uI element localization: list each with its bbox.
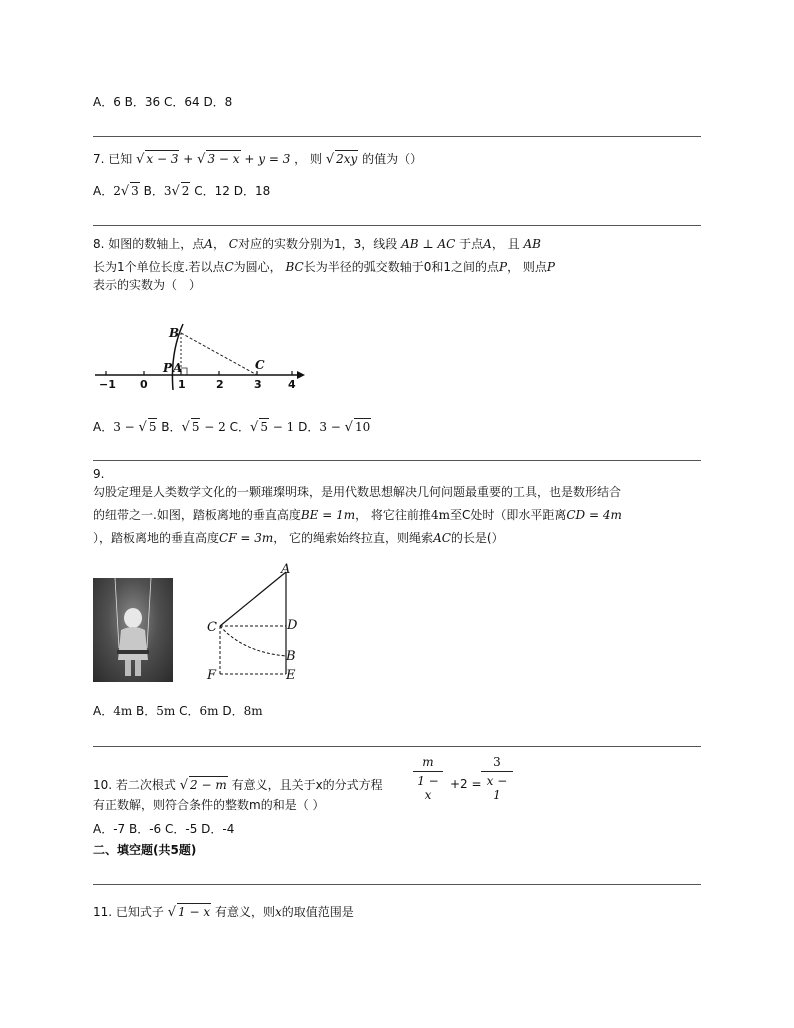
q8-text: 8. 如图的数轴上，点 [93, 237, 205, 251]
q9-line1: 勾股定理是人类数学文化的一颗璀璨明珠，是用代数思想解决几何问题最重要的工具，也是数形结合 [93, 485, 622, 499]
q9-line2 [93, 507, 622, 523]
q11-line [93, 903, 354, 921]
option-value: 8m [243, 704, 263, 718]
q8-text: 长为1个单位长度.若以点 [93, 260, 225, 274]
q8-text: 长为半径的弧交数轴于0和1之间的点 [303, 260, 499, 274]
sqrt-sign: √ [325, 152, 335, 167]
q9-ac: AC [433, 531, 451, 545]
option-label: D． [218, 704, 244, 718]
q8-point-p: P [546, 260, 555, 274]
label-d: D [287, 618, 298, 633]
q8-line3: 表示的实数为（ ） [93, 278, 202, 292]
option-value: 3 − [113, 420, 139, 434]
option-radicand: 5 [260, 420, 268, 434]
divider [93, 136, 701, 137]
q7-options [93, 182, 270, 200]
label-f: F [207, 668, 217, 683]
sqrt-sign: √ [171, 184, 180, 199]
sqrt-sign: √ [344, 420, 353, 435]
q8-number-line-figure [93, 318, 308, 393]
tick-label: 4 [288, 378, 296, 391]
option-value: 3 − [319, 420, 345, 434]
arrow-icon [297, 371, 305, 379]
q7-opt-a-label: A． [93, 184, 114, 198]
q9-text: ），踏板离地的垂直高度 [93, 531, 220, 545]
section-title: 二、填空题(共5题) [93, 843, 197, 857]
label-a: A [173, 361, 183, 375]
q9-text: 至C处时（即水平距离 [449, 508, 567, 522]
option-value: − 1 [268, 420, 295, 434]
q10-line2: 有正数解，则符合条件的整数m的和是（ ） [93, 798, 325, 812]
q7-opt-b-rad: 2 [181, 184, 190, 198]
option-label: A． [93, 420, 114, 434]
q7-opt-a-rad: 3 [131, 184, 139, 198]
q8-options [93, 418, 371, 436]
q8-point-p: P [499, 260, 508, 274]
option-radicand: 5 [148, 420, 157, 434]
label-c: C [255, 358, 265, 372]
divider [93, 225, 701, 226]
q11-text: 11. 已知式子 [93, 905, 164, 919]
q8-text: 为圆心， [233, 260, 282, 274]
divider [93, 460, 701, 461]
q7-mid: ， 则 [294, 152, 322, 166]
option-label: B． [157, 420, 182, 434]
label-b: B [286, 649, 296, 664]
q8-point-a: A [483, 237, 492, 251]
q7-eq-b: 3 − x [207, 152, 240, 166]
q7-eq-tail: + y = 3 [240, 152, 291, 166]
q7-opt-cd: C．12 D．18 [190, 184, 271, 198]
q10-plus: +2 = [450, 777, 482, 791]
q8-text: 于点 [459, 237, 484, 251]
q7-stem [93, 150, 422, 168]
sqrt-sign: √ [197, 152, 206, 167]
sqrt-sign: √ [138, 420, 147, 435]
q11-variable: x [274, 905, 282, 919]
q7-eq-plus: + [179, 152, 198, 166]
q8-perp: AB ⊥ AC [401, 237, 456, 251]
option-value: 5m [156, 704, 176, 718]
q8-point-c: C [224, 260, 234, 274]
tick-label: −1 [99, 378, 116, 391]
sqrt-sign: √ [179, 778, 189, 793]
sqrt-sign: √ [250, 420, 259, 435]
q7-suffix: 的值为（） [362, 152, 423, 166]
sqrt-sign: √ [181, 420, 190, 435]
option-label: A． [93, 704, 114, 718]
segment-ac [220, 572, 286, 626]
q10-options: A．-7 B．-6 C．-5 D．-4 [93, 822, 235, 836]
q7-opt-b-label: B． [139, 184, 164, 198]
q7-rad: 2xy [336, 152, 358, 166]
label-p: P [163, 361, 173, 375]
option-radicand: 10 [354, 420, 371, 434]
q8-segment-bc: BC [285, 260, 304, 274]
q7-prefix: 7. 已知 [93, 152, 133, 166]
fraction-denominator: 1 − x [417, 774, 439, 802]
q10-fraction-2 [481, 755, 513, 802]
option-radicand: 5 [191, 420, 200, 434]
q8-text: ， 且 [491, 237, 520, 251]
q10-fraction-1 [413, 755, 443, 802]
label-a: A [281, 562, 291, 577]
q9-be: BE = 1m [300, 508, 356, 522]
q10-text: 有意义，且关于x的分式方程 [231, 778, 383, 792]
q9-cd: CD = 4m [566, 508, 622, 522]
option-label: C． [175, 704, 200, 718]
tick-label: 2 [216, 378, 224, 391]
tick-label: 1 [178, 378, 186, 391]
sqrt-sign: √ [120, 184, 130, 199]
q8-point-a: A [204, 237, 213, 251]
option-label: B． [132, 704, 157, 718]
q7-opt-a-coef: 2 [113, 184, 121, 198]
q9-options [93, 703, 263, 719]
option-value: − 2 [200, 420, 226, 434]
divider [93, 884, 701, 885]
fraction-numerator: m [413, 755, 443, 772]
q9-cf: CF = 3m [219, 531, 274, 545]
q8-text: ， 则点 [507, 260, 547, 274]
q9-swing-diagram [203, 560, 303, 685]
q11-radicand: 1 − x [178, 905, 211, 919]
q7-eq-a: x − 3 [146, 152, 179, 166]
option-label: D． [294, 420, 320, 434]
q9-text: ， 它的绳索始终拉直，则绳索 [273, 531, 434, 545]
q9-number: 9. [93, 467, 105, 481]
swing-photo [93, 578, 173, 682]
q7-opt-b-coef: 3 [163, 184, 172, 198]
option-value: 6m [199, 704, 219, 718]
option-label: C． [225, 420, 251, 434]
label-e: E [286, 668, 296, 683]
q11-text: 的取值范围是 [281, 905, 354, 919]
q10-line1 [93, 776, 383, 794]
arc-cb [220, 626, 286, 656]
label-b: B [169, 326, 180, 340]
divider [93, 746, 701, 747]
fraction-denominator: x − 1 [486, 774, 508, 802]
q10-text: 10. 若二次根式 [93, 778, 176, 792]
segment-bc [181, 333, 257, 375]
q11-text: 有意义，则 [214, 905, 275, 919]
q8-segment-ab: AB [523, 237, 541, 251]
q8-text: ， [212, 237, 225, 251]
q8-text: 对应的实数分别为1，3，线段 [237, 237, 398, 251]
option-value: 4m [113, 704, 133, 718]
sqrt-sign: √ [167, 905, 177, 920]
q9-4m: 4m [430, 508, 450, 522]
sqrt-sign: √ [136, 152, 145, 167]
q9-text: 的长是(） [450, 531, 504, 545]
q10-radicand: 2 − m [190, 778, 227, 792]
fraction-numerator: 3 [481, 755, 513, 772]
q9-text: ， 将它往前推 [355, 508, 431, 522]
tick-label: 3 [254, 378, 262, 391]
label-c: C [207, 620, 217, 635]
q9-line3 [93, 530, 504, 546]
q8-line1 [93, 236, 541, 252]
q9-text: 的纽带之一.如图，踏板离地的垂直高度 [93, 508, 301, 522]
q6-options: A．6 B．36 C．64 D．8 [93, 95, 233, 109]
q8-point-c: C [228, 237, 238, 251]
tick-label: 0 [140, 378, 148, 391]
q8-line2 [93, 259, 555, 275]
